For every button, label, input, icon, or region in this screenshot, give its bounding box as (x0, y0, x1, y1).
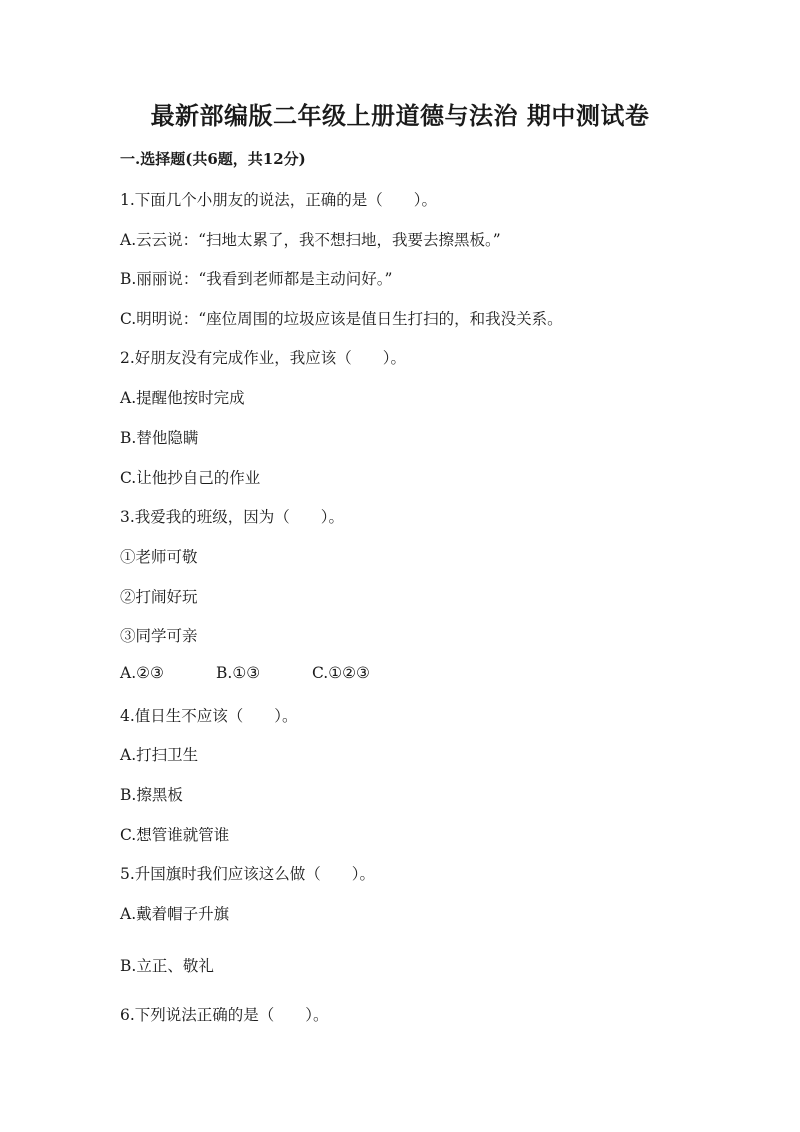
question-3-stem: 3.我爱我的班级，因为（ ）。 (120, 508, 345, 526)
question-5-option-a: A.戴着帽子升旗 (120, 905, 230, 923)
question-1-option-c: C.明明说：“座位周围的垃圾应该是值日生打扫的，和我没关系。 (120, 310, 563, 328)
question-4-option-b: B.擦黑板 (120, 786, 183, 804)
question-1-stem: 1.下面几个小朋友的说法，正确的是（ ）。 (120, 191, 438, 209)
question-4-stem: 4.值日生不应该（ ）。 (120, 707, 298, 725)
question-5-option-b: B.立正、敬礼 (120, 957, 214, 975)
section-heading: 一.选择题(共6题，共12分) (120, 150, 306, 168)
question-3-option-a: A.②③ (120, 664, 164, 682)
question-2-option-a: A.提醒他按时完成 (120, 389, 245, 407)
question-5-stem: 5.升国旗时我们应该这么做（ ）。 (120, 865, 376, 883)
question-2-option-b: B.替他隐瞒 (120, 429, 199, 447)
question-3-item-3: ③同学可亲 (120, 627, 198, 645)
question-4-option-a: A.打扫卫生 (120, 746, 199, 764)
question-3-option-c: C.①②③ (312, 664, 370, 682)
exam-title: 最新部编版二年级上册道德与法治 期中测试卷 (150, 101, 650, 130)
question-4-option-c: C.想管谁就管谁 (120, 826, 230, 844)
question-3-item-2: ②打闹好玩 (120, 588, 198, 606)
question-3-item-1: ①老师可敬 (120, 548, 198, 566)
question-3-options (120, 664, 370, 682)
question-3-option-b: B.①③ (216, 664, 261, 682)
question-2-stem: 2.好朋友没有完成作业，我应该（ ）。 (120, 349, 407, 367)
question-1-option-a: A.云云说：“扫地太累了，我不想扫地，我要去擦黑板。” (120, 231, 501, 249)
question-1-option-b: B.丽丽说：“我看到老师都是主动问好。” (120, 270, 393, 288)
question-2-option-c: C.让他抄自己的作业 (120, 469, 261, 487)
question-6-stem: 6.下列说法正确的是（ ）。 (120, 1006, 329, 1024)
